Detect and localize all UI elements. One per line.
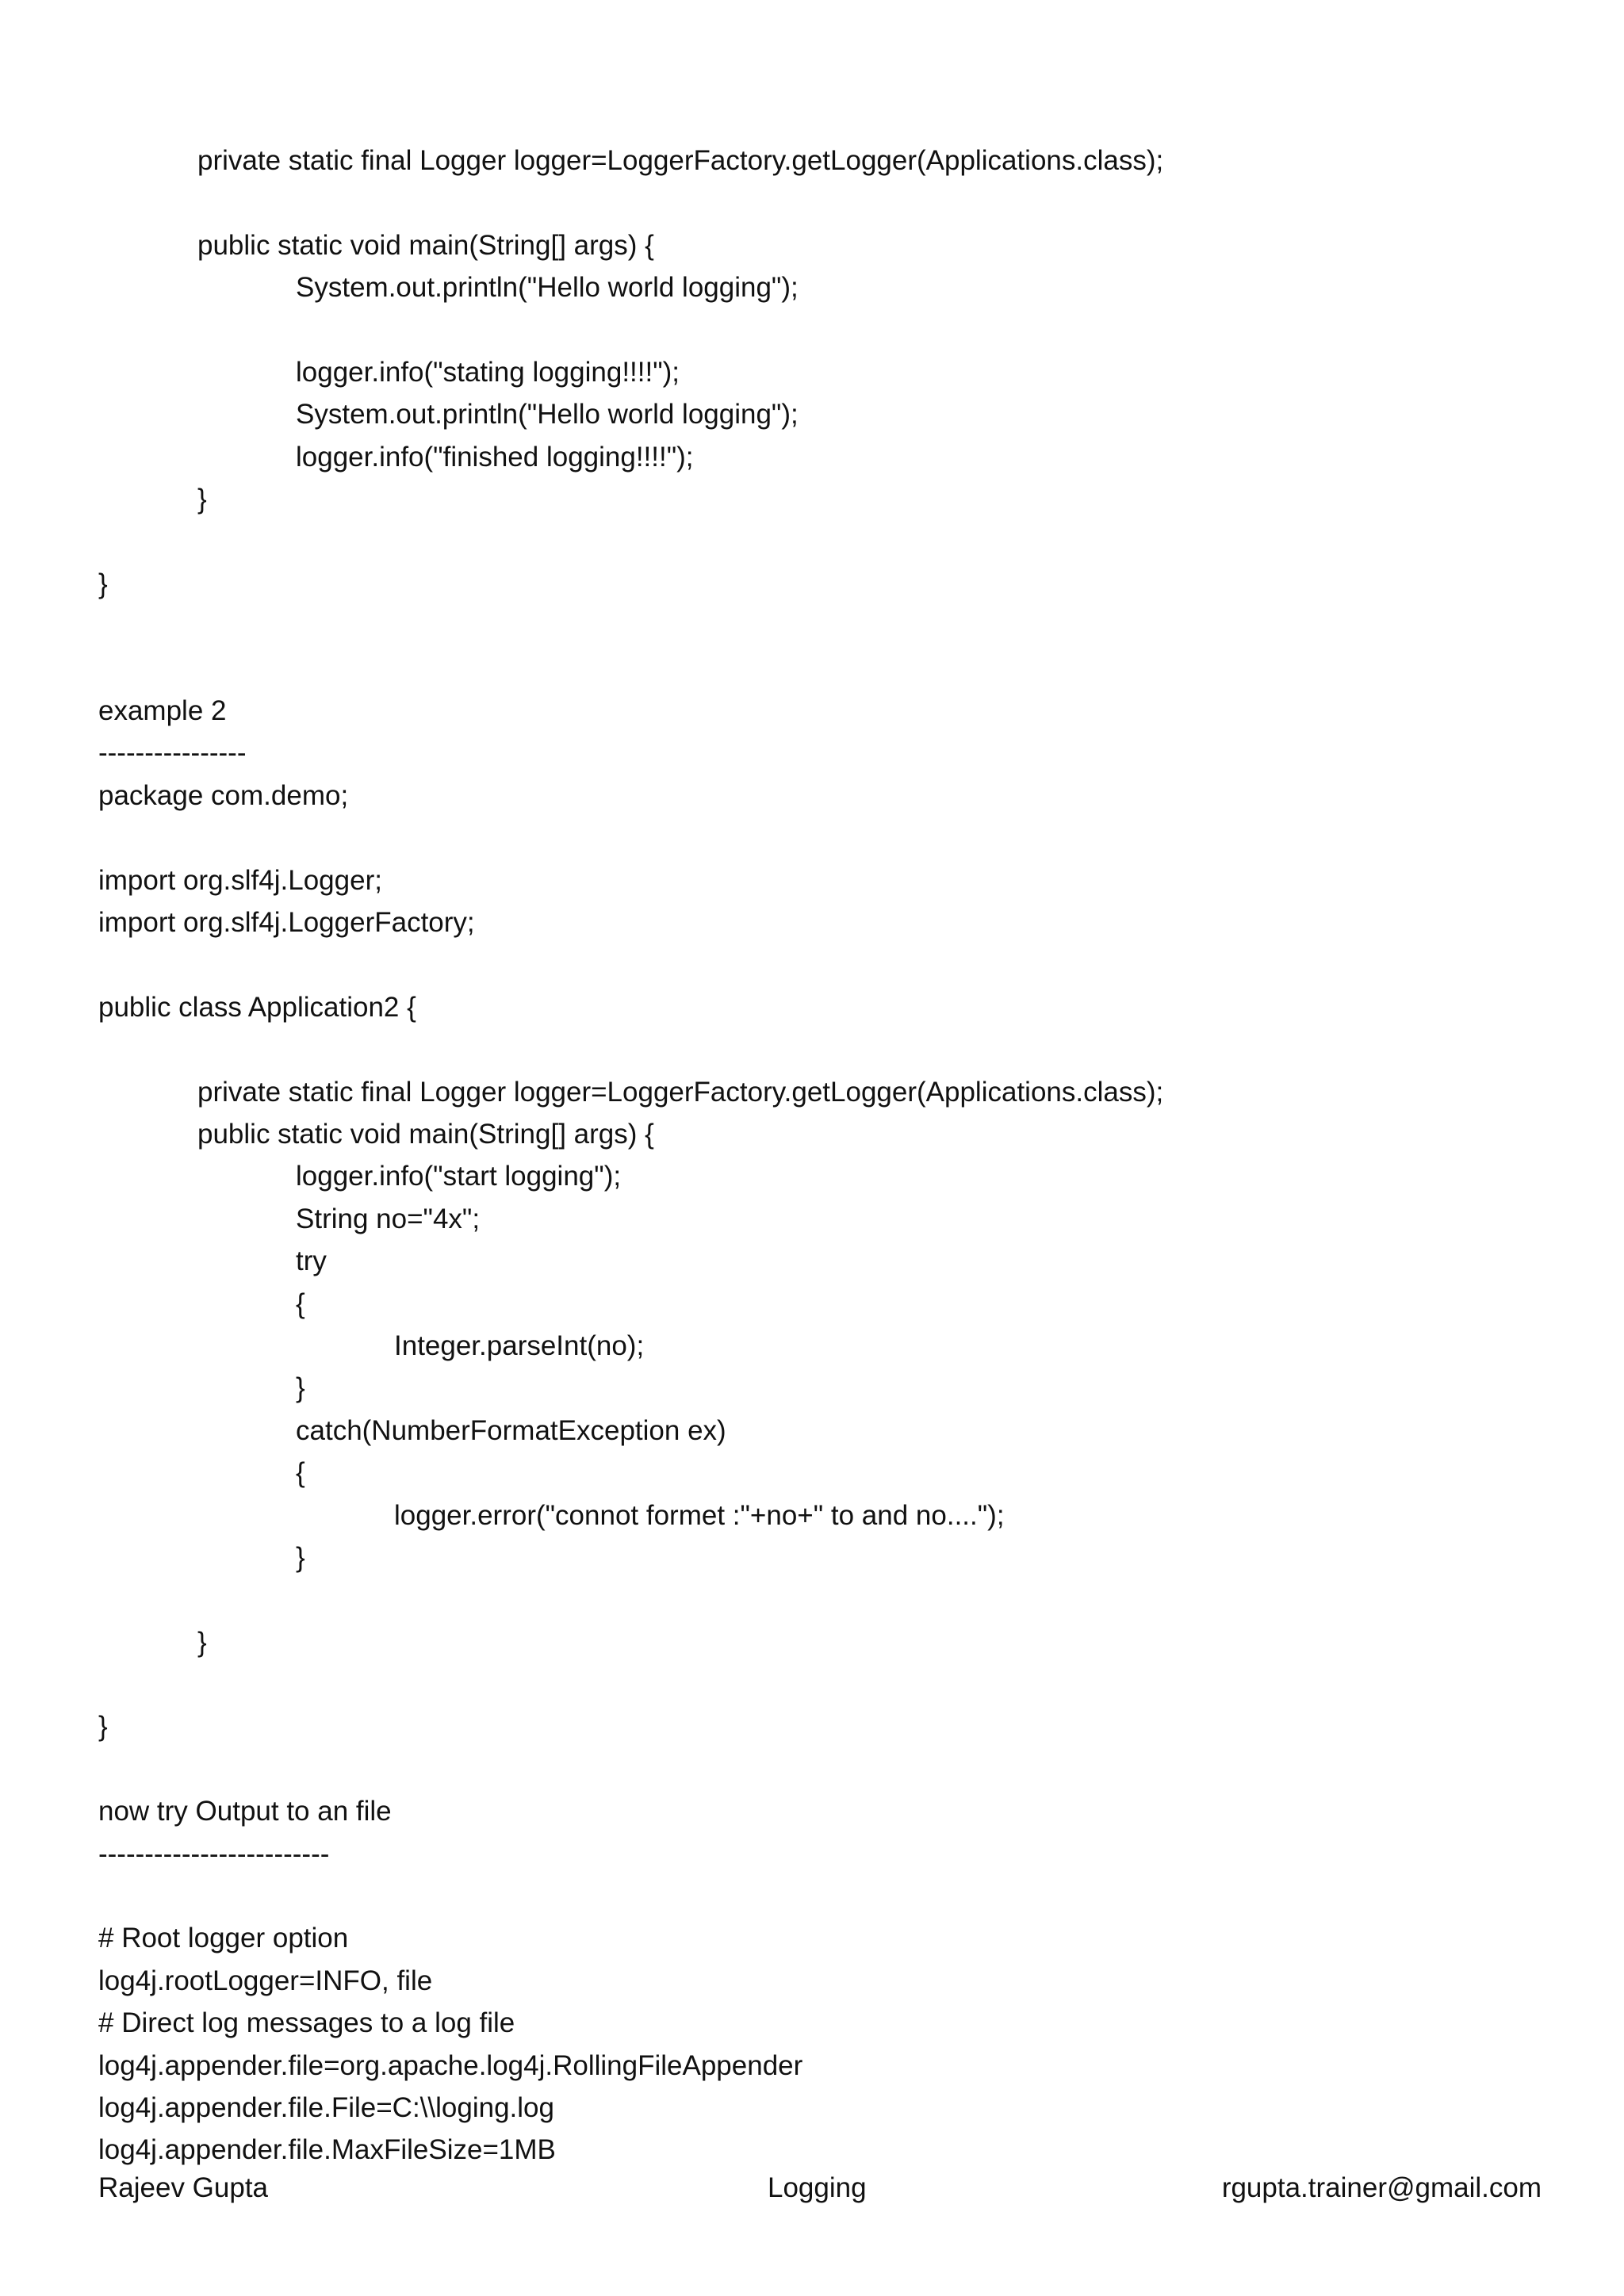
- code-line: }: [296, 1541, 305, 1573]
- code-line: {: [296, 1288, 305, 1319]
- code-line: now try Output to an file: [98, 1796, 392, 1827]
- code-line: }: [197, 1626, 207, 1658]
- code-line: logger.info("start logging");: [296, 1161, 622, 1192]
- code-line: logger.info("stating logging!!!!");: [296, 356, 680, 388]
- blank-line: [98, 1663, 1542, 1705]
- code-line: System.out.println("Hello world logging");: [296, 272, 799, 304]
- code-line: public static void main(String[] args) {: [197, 1118, 654, 1150]
- code-line: -------------------------: [98, 1838, 330, 1869]
- code-line: log4j.rootLogger=INFO, file: [98, 1965, 433, 1996]
- code-line: }: [296, 1372, 305, 1404]
- page-footer: [98, 2164, 1542, 2212]
- code-line: log4j.appender.file.MaxFileSize=1MB: [98, 2134, 556, 2166]
- code-line: example 2: [98, 695, 227, 727]
- code-line: {: [296, 1457, 305, 1489]
- footer-email: rgupta.trainer@gmail.com: [1221, 2172, 1542, 2203]
- blank-line: [98, 648, 1542, 690]
- code-line: System.out.println("Hello world logging");: [296, 399, 799, 430]
- footer-author: Rajeev Gupta: [98, 2172, 269, 2203]
- code-line: }: [98, 1711, 108, 1743]
- blank-line: [98, 605, 1542, 647]
- code-line: log4j.appender.file=org.apache.log4j.RollingFileAppender: [98, 2049, 803, 2081]
- code-line: String no="4x";: [296, 1203, 481, 1234]
- code-line: private static final Logger logger=LoggerFactory.getLogger(Applications.class);: [197, 1076, 1164, 1108]
- blank-line: [98, 182, 1542, 224]
- code-line: import org.slf4j.LoggerFactory;: [98, 907, 475, 939]
- code-line: ----------------: [98, 737, 247, 769]
- code-line: public static void main(String[] args) {: [197, 229, 654, 261]
- blank-line: [98, 817, 1542, 859]
- code-line: logger.info("finished logging!!!!");: [296, 441, 694, 473]
- blank-line: [98, 943, 1542, 985]
- code-line: public class Application2 {: [98, 991, 416, 1023]
- code-line: package com.demo;: [98, 779, 349, 811]
- code-line: private static final Logger logger=LoggerFactory.getLogger(Applications.class);: [197, 145, 1164, 176]
- blank-line: [98, 1578, 1542, 1621]
- code-line: import org.slf4j.Logger;: [98, 864, 382, 896]
- code-line: catch(NumberFormatException ex): [296, 1414, 726, 1446]
- code-line: }: [98, 568, 108, 599]
- code-listing: [98, 140, 1542, 2172]
- blank-line: [98, 521, 1542, 563]
- code-line: # Root logger option: [98, 1923, 349, 1954]
- blank-line: [98, 1028, 1542, 1070]
- code-line: # Direct log messages to a log file: [98, 2007, 515, 2039]
- code-line: try: [296, 1246, 327, 1277]
- code-line: }: [197, 484, 207, 515]
- blank-line: [98, 1748, 1542, 1790]
- blank-line: [98, 1875, 1542, 1917]
- code-line: Integer.parseInt(no);: [394, 1330, 645, 1361]
- code-line: log4j.appender.file.File=C:\\loging.log: [98, 2091, 554, 2123]
- code-line: logger.error("connot formet :"+no+" to and no....");: [394, 1499, 1005, 1531]
- footer-title: Logging: [768, 2172, 867, 2203]
- blank-line: [98, 309, 1542, 351]
